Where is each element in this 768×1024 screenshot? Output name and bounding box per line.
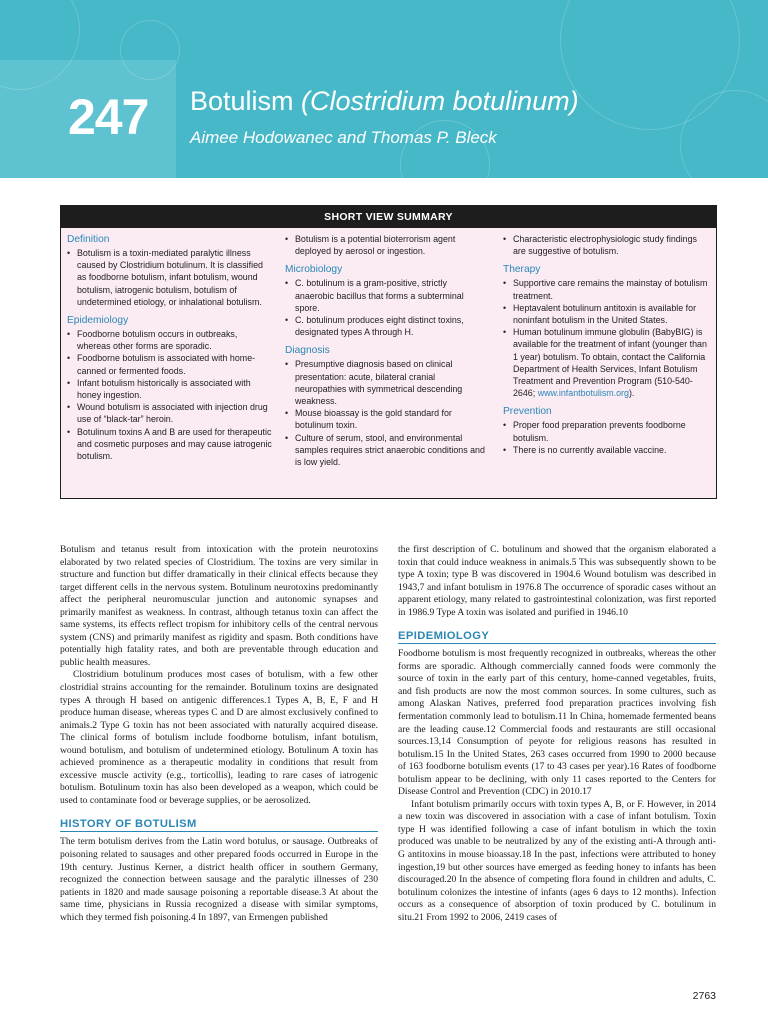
list-item: • Human botulinum immune globulin (BabyBIG) is available for the treatment of infant (younger than 1 year) botulism. To obtain, contact the California Department of Health Services, Infant Botulism Treatment and Prevention Program (510-540-2646; www.infantbotulism.org). <box>503 326 709 399</box>
list-item: • Foodborne botulism is associated with home-canned or fermented foods. <box>67 352 273 376</box>
epidemiology-list <box>67 328 273 462</box>
list-item: • Characteristic electrophysiologic study findings are suggestive of botulism. <box>503 233 709 257</box>
diagnosis-list <box>285 358 485 468</box>
summary-column-1 <box>67 233 273 462</box>
chapter-number: 247 <box>68 89 149 145</box>
list-item: • There is no currently available vaccine. <box>503 444 709 456</box>
microbiology-list <box>285 277 485 338</box>
list-item: • Foodborne botulism occurs in outbreaks, whereas other forms are sporadic. <box>67 328 273 352</box>
chapter-header <box>0 0 768 178</box>
list-item: • Presumptive diagnosis based on clinical presentation: acute, bilateral cranial neuropathies with symmetrical descending weakness. <box>285 358 485 407</box>
body-paragraph: Foodborne botulism is most frequently recognized in outbreaks, whereas the other forms are sporadic. Although commercially canned foods were commonly the source of toxin in the early part of this century, home-canned vegetables, fruits, and fish products are now the most common sources. In some cultures, such as among Alaskan Natives, preferred food preparation practices involving fish fermentation commonly lead to botulism.11 In China, homemade fermented beans are the leading cause.12 Commercial foods and restaurants are still occasional sources.13,14 Consumption of peyote for religious reasons has resulted in botulism.15 In the United States, 263 cases occurred from 1990 to 2000 because of 163 foodborne botulism events (17 to 43 cases per year).16 Rates of foodborne botulism appear to be declining, with only 11 cases reported to the Centers for Disease Control and Prevention (CDC) in 2010.17 <box>398 648 716 798</box>
microbiology-heading: Microbiology <box>285 264 343 276</box>
list-item: • Infant botulism historically is associated with honey ingestion. <box>67 377 273 401</box>
short-view-summary <box>60 205 717 499</box>
prevention-heading: Prevention <box>503 406 552 418</box>
history-section-heading: HISTORY OF BOTULISM <box>60 817 378 832</box>
body-column-right <box>398 544 716 924</box>
epidemiology-heading: Epidemiology <box>67 315 129 327</box>
infant-botulism-link[interactable]: www.infantbotulism.org <box>537 388 629 399</box>
definition-heading: Definition <box>67 234 110 245</box>
definition-list <box>67 247 273 308</box>
summary-heading: SHORT VIEW SUMMARY <box>61 206 716 228</box>
summary-column-2 <box>285 233 485 468</box>
list-item: • Heptavalent botulinum antitoxin is available for noninfant botulism in the United States. <box>503 302 709 326</box>
list-item: • Culture of serum, stool, and environmental samples requires strict anaerobic conditions and is low yield. <box>285 432 485 469</box>
body-paragraph: Infant botulism primarily occurs with toxin types A, B, or F. However, in 2014 a new toxin was discovered in association with a case of infant botulism. Toxin type H was identified following a case of infant botulism in which the toxin produced was unable to be neutralized by any of the existing anti-A through anti-G antitoxins in mouse bioassay.18 In the past, infections were attributed to honey ingestion,19 but other sources have emerged as feeding honey to infants has been discouraged.20 In the absence of competing flora found in children and adults, C. botulinum colonizes the intestine of infants (ages 6 days to 12 months). Infection occurs as a consequence of absorption of toxin produced by C. botulinum in situ.21 From 1992 to 2006, 2419 cases of <box>398 798 716 923</box>
list-item: • Botulism is a potential bioterrorism agent deployed by aerosol or ingestion. <box>285 233 485 257</box>
summary-column-3 <box>503 233 709 456</box>
therapy-heading: Therapy <box>503 264 541 276</box>
prevention-list <box>503 419 709 456</box>
epidemiology-section-heading: EPIDEMIOLOGY <box>398 629 716 644</box>
list-item: • Wound botulism is associated with injection drug use of “black-tar” heroin. <box>67 401 273 425</box>
page-number: 2763 <box>692 990 716 1002</box>
diagnosis-heading: Diagnosis <box>285 345 330 357</box>
chapter-title: Botulism (Clostridium botulinum) <box>190 86 579 116</box>
body-column-left <box>60 544 378 924</box>
body-paragraph: Clostridium botulinum produces most cases of botulism, with a few other clostridial strains accounting for the remainder. Botulinum toxins are designated types A through H based on antigenic differences.1 Types A, B, E, F and H produce human disease, whereas types C and D are almost exclusively confined to animals.2 Type G toxin has not been associated with naturally acquired disease. The clinical forms of botulism include foodborne botulism, infant botulism, wound botulism, and botulism of undetermined etiology. Botulinum A toxin has achieved prominence as a therapeutic modality in conditions that result from excessive muscle activity (e.g., torticollis), leading to rare cases of iatrogenic botulism. Botulinum toxin has also been developed as a weapon, which could be used to contaminate food or beverage supplies, or be aerosolized. <box>60 669 378 806</box>
list-item: • Mouse bioassay is the gold standard for botulinum toxin. <box>285 407 485 431</box>
list-item: • Botulinum toxins A and B are used for therapeutic and cosmetic purposes and may cause iatrogenic botulism. <box>67 426 273 463</box>
body-paragraph: The term botulism derives from the Latin word botulus, or sausage. Outbreaks of poisoning related to sausages and other prepared foods occurred in Europe in the 19th century. Justinus Kerner, a district health officer in southern Germany, recognized the connection between sausage and the paralytic illnesses of 230 patients in 1820 and made sausage poisoning a reportable disease.3 At about the same time, physicians in Russia recognized a disease with similar symptoms, which they termed fish poisoning.4 In 1897, van Ermengen published <box>60 836 378 923</box>
chapter-authors: Aimee Hodowanec and Thomas P. Bleck <box>190 128 497 147</box>
list-item: • C. botulinum produces eight distinct toxins, designated types A through H. <box>285 314 485 338</box>
list-item: • Supportive care remains the mainstay of botulism treatment. <box>503 277 709 301</box>
body-paragraph: Botulism and tetanus result from intoxication with the protein neurotoxins elaborated by two related species of Clostridium. The toxins are very similar in structure and function but differ dramatically in their clinical effects because they target different cells in the nervous system. Botulinum neurotoxins predominantly affect the peripheral neuromuscular junction and autonomic synapses and primarily manifest as weakness. In contrast, although tetanus toxin can affect the same systems, its effects reflect tropism for inhibitory cells of the central nervous system (CNS) and primarily manifest as rigidity and spasm. Both conditions have potentially high fatality rates, and both are preventable through education and public health measures. <box>60 544 378 668</box>
intro-list <box>285 233 485 257</box>
body-paragraph: the first description of C. botulinum and showed that the organism elaborated a toxin that could induce weakness in animals.5 This was subsequently shown to be type A toxin; type B was discovered in 1904.6 Wound botulism was described in 1943,7 and infant botulism in 1976.8 The occurrence of sporadic cases without an apparent etiology, many related to gastrointestinal colonization, was first reported in 1986.9 Type A toxin was isolated and purified in 1946.10 <box>398 544 716 618</box>
list-item: • Proper food preparation prevents foodborne botulism. <box>503 419 709 443</box>
chapter-title-italic: (Clostridium botulinum) <box>301 86 579 116</box>
list-item: • C. botulinum is a gram-positive, strictly anaerobic bacillus that forms a subterminal spore. <box>285 277 485 314</box>
intro-list <box>503 233 709 257</box>
therapy-list <box>503 277 709 399</box>
list-item: • Botulism is a toxin-mediated paralytic illness caused by Clostridium botulinum. It is classified as foodborne botulism, infant botulism, wound botulism, iatrogenic botulism, botulism of undetermined etiology, or inhalational botulism. <box>67 247 273 308</box>
decorative-bubble <box>120 20 180 80</box>
